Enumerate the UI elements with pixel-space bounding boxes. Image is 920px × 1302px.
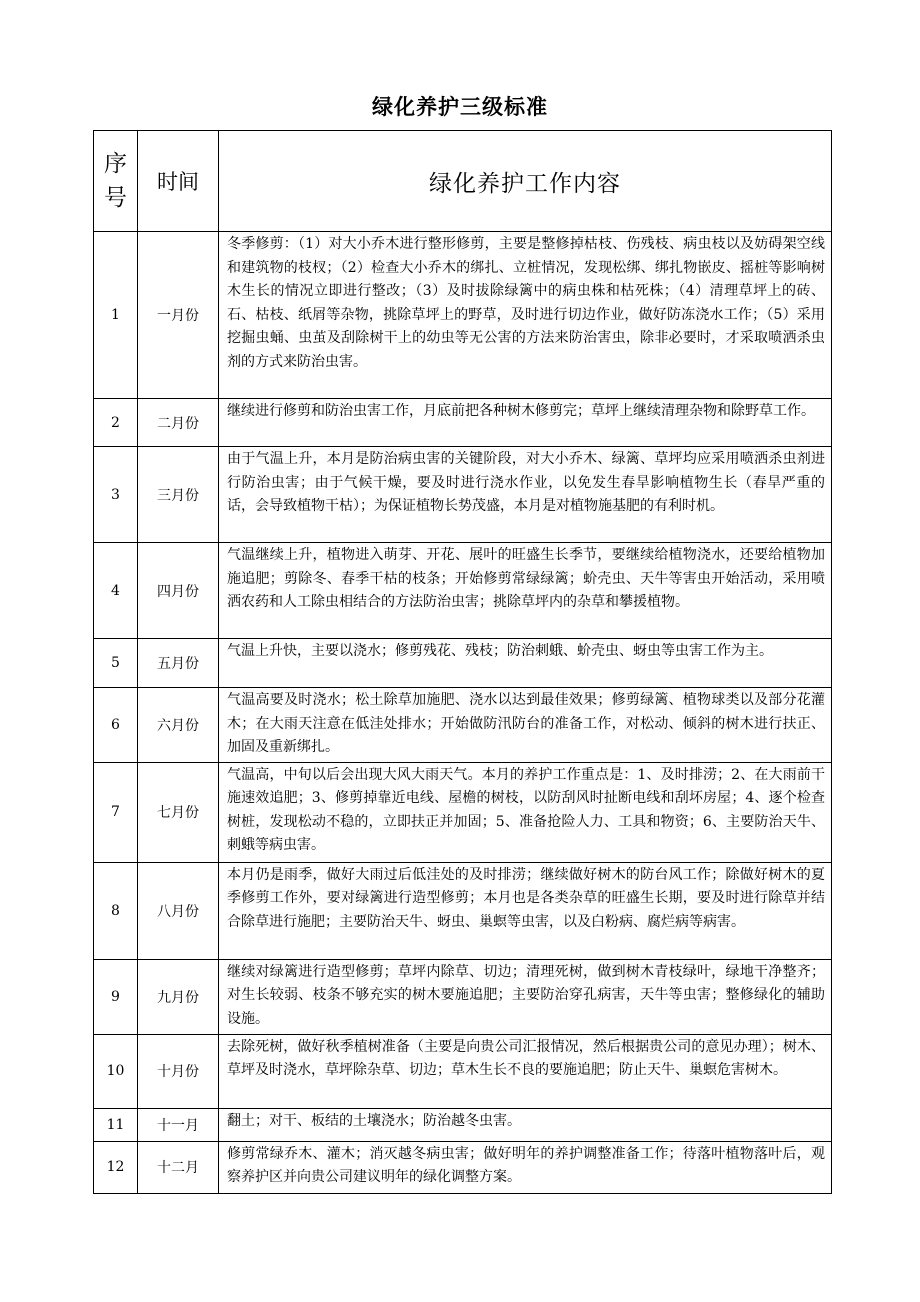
- row-time: 六月份: [138, 688, 219, 763]
- row-time: 五月份: [138, 639, 219, 688]
- row-content: 本月仍是雨季，做好大雨过后低洼处的及时排涝；继续做好树木的防台风工作；除做好树木的夏季修剪工作外，要对绿篱进行造型修剪；本月也是各类杂草的旺盛生长期，要及时进行除草并结合除草进行施肥；主要防治天牛、蚜虫、巢螟等虫害，以及白粉病、腐烂病等病害。: [219, 862, 832, 959]
- row-no: 7: [94, 762, 138, 862]
- row-content: 修剪常绿乔木、灌木；消灭越冬病虫害；做好明年的养护调整准备工作；待落叶植物落叶后，观察养护区并向贵公司建议明年的绿化调整方案。: [219, 1141, 832, 1193]
- table-row: [94, 959, 832, 1034]
- row-time: 十二月: [138, 1141, 219, 1193]
- table-row: [94, 688, 832, 763]
- table-row: [94, 762, 832, 862]
- table-row: [94, 862, 832, 959]
- row-content: 冬季修剪：（1）对大小乔木进行整形修剪，主要是整修掉枯枝、伤残枝、病虫枝以及妨碍架空线和建筑物的枝杈；（2）检查大小乔木的绑扎、立桩情况，发现松绑、绑扎物嵌皮、摇桩等影响树木生长的情况立即进行整改；（3）及时拔除绿篱中的病虫株和枯死株；（4）清理草坪上的砖、石、枯枝、纸屑等杂物，挑除草坪上的野草，及时进行切边作业，做好防冻浇水工作；（5）采用挖掘虫蛹、虫茧及刮除树干上的幼虫等无公害的方法来防治害虫，除非必要时，才采取喷洒杀虫剂的方式来防治虫害。: [219, 232, 832, 399]
- table-header-row: [94, 131, 832, 232]
- row-no: 4: [94, 543, 138, 639]
- row-content: 翻土；对干、板结的土壤浇水；防治越冬虫害。: [219, 1108, 832, 1141]
- row-time: 一月份: [138, 232, 219, 399]
- header-time: 时间: [138, 131, 219, 232]
- row-no: 8: [94, 862, 138, 959]
- maintenance-schedule-table: [93, 130, 832, 1194]
- row-no: 12: [94, 1141, 138, 1193]
- row-content: 气温高，中旬以后会出现大风大雨天气。本月的养护工作重点是：1、及时排涝；2、在大雨前干施速效追肥；3、修剪掉靠近电线、屋檐的树枝，以防刮风时扯断电线和刮坏房屋；4、逐个检查树桩，发现松动不稳的，立即扶正并加固；5、准备抢险人力、工具和物资；6、主要防治天牛、刺蛾等病虫害。: [219, 762, 832, 862]
- row-no: 10: [94, 1034, 138, 1108]
- row-time: 八月份: [138, 862, 219, 959]
- table-row: [94, 399, 832, 447]
- table-row: [94, 1108, 832, 1141]
- row-time: 十一月: [138, 1108, 219, 1141]
- row-no: 9: [94, 959, 138, 1034]
- row-content: 去除死树，做好秋季植树准备（主要是向贵公司汇报情况，然后根据贵公司的意见办理）；树木、草坪及时浇水，草坪除杂草、切边；草木生长不良的要施追肥；防止天牛、巢螟危害树木。: [219, 1034, 832, 1108]
- table-row: [94, 1034, 832, 1108]
- row-no: 6: [94, 688, 138, 763]
- header-no-line2: 号: [104, 185, 127, 211]
- row-time: 七月份: [138, 762, 219, 862]
- row-no: 5: [94, 639, 138, 688]
- row-no: 3: [94, 447, 138, 543]
- row-content: 气温继续上升，植物进入萌芽、开花、展叶的旺盛生长季节，要继续给植物浇水，还要给植物加施追肥；剪除冬、春季干枯的枝条；开始修剪常绿绿篱；蚧壳虫、天牛等害虫开始活动，采用喷洒农药和人工除虫相结合的方法防治虫害；挑除草坪内的杂草和攀援植物。: [219, 543, 832, 639]
- row-content: 气温高要及时浇水；松土除草加施肥、浇水以达到最佳效果；修剪绿篱、植物球类以及部分花灌木；在大雨天注意在低洼处排水；开始做防汛防台的准备工作，对松动、倾斜的树木进行扶正、加固及重新绑扎。: [219, 688, 832, 763]
- row-content: 气温上升快，主要以浇水；修剪残花、残枝；防治刺蛾、蚧壳虫、蚜虫等虫害工作为主。: [219, 639, 832, 688]
- header-content: 绿化养护工作内容: [219, 131, 832, 232]
- header-no-line1: 序: [104, 151, 127, 177]
- row-time: 四月份: [138, 543, 219, 639]
- row-no: 11: [94, 1108, 138, 1141]
- table-row: [94, 1141, 832, 1193]
- row-content: 由于气温上升，本月是防治病虫害的关键阶段，对大小乔木、绿篱、草坪均应采用喷洒杀虫剂进行防治虫害；由于气候干燥，要及时进行浇水作业，以免发生春旱影响植物生长（春旱严重的话，会导致植物干枯）；为保证植物长势茂盛，本月是对植物施基肥的有利时机。: [219, 447, 832, 543]
- page-title: 绿化养护三级标准: [372, 95, 548, 119]
- row-time: 三月份: [138, 447, 219, 543]
- row-no: 1: [94, 232, 138, 399]
- header-no: [94, 131, 138, 232]
- row-time: 二月份: [138, 399, 219, 447]
- row-time: 十月份: [138, 1034, 219, 1108]
- table-row: [94, 447, 832, 543]
- table-row: [94, 543, 832, 639]
- table-row: [94, 232, 832, 399]
- row-content: 继续对绿篱进行造型修剪；草坪内除草、切边；清理死树，做到树木青枝绿叶，绿地干净整齐；对生长较弱、枝条不够充实的树木要施追肥；主要防治穿孔病害，天牛等虫害；整修绿化的辅助设施。: [219, 959, 832, 1034]
- row-time: 九月份: [138, 959, 219, 1034]
- row-no: 2: [94, 399, 138, 447]
- row-content: 继续进行修剪和防治虫害工作，月底前把各种树木修剪完；草坪上继续清理杂物和除野草工作。: [219, 399, 832, 447]
- table-row: [94, 639, 832, 688]
